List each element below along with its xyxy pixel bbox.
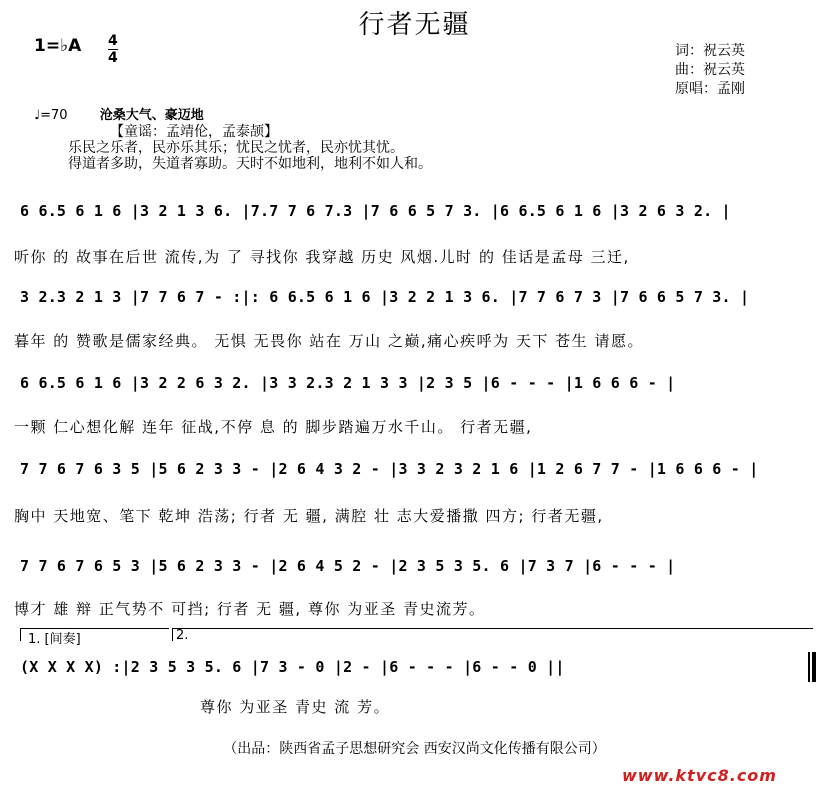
tempo-marking [34,104,204,123]
notation-line-3: 6 6.5 6 1 6 |3 2 2 6 3 2. |3 3 2.3 2 1 3 3 |2 3 5 |6 - - - |1 6 6 6 - | [20,374,676,392]
lyric-line-4: 胸中 天地宽、笔下 乾坤 浩荡; 行者 无 疆, 满腔 壮 志大爱播撒 四方; 行者无疆, [14,507,604,525]
lyric-line-5: 博才 雄 辩 正气势不 可挡; 行者 无 疆, 尊你 为亚圣 青史流芳。 [14,600,486,618]
lyric-line-1: 听你 的 故事在后世 流传,为 了 寻找你 我穿越 历史 风烟.儿时 的 佳话是孟母 三迁, [14,248,630,266]
first-ending-bracket [20,628,169,641]
tempo-value: ♩=70 [34,108,68,123]
second-ending-bracket [172,628,813,641]
interlude-label: [间奏] [44,632,81,647]
meter-bottom: 4 [108,50,118,66]
prologue-line: 乐民之乐者，民亦乐其乐；忧民之忧者，民亦忧其忧。 [68,140,404,156]
second-ending-label: 2. [176,628,189,643]
notation-line-2: 3 2.3 2 1 3 |7 7 6 7 - :|: 6 6.5 6 1 6 |3 2 2 1 3 6. |7 7 6 7 3 |7 6 6 5 7 3. | [20,288,750,306]
lyric-line-2: 暮年 的 赞歌是儒家经典。 无惧 无畏你 站在 万山 之巅,痛心疾呼为 天下 苍生 请愿。 [14,332,644,350]
first-ending-number: 1. [28,632,41,647]
credits-block [675,42,745,99]
key-signature: 1=♭A [34,36,82,56]
expression-mark: 沧桑大气、豪迈地 [99,108,204,123]
lyric-line-3: 一颗 仁心想化解 连年 征战,不停 息 的 脚步踏遍万水千山。 行者无疆, [14,418,533,436]
meter-top: 4 [108,33,118,49]
prologue-heading: 【童谣：孟靖伦，孟泰颉】 [110,124,278,140]
final-barline-thick [812,652,816,682]
singer-credit: 原唱：孟刚 [675,81,745,97]
song-title: 行者无疆 [358,10,471,40]
notation-line-4: 7 7 6 7 6 3 5 |5 6 2 3 3 - |2 6 4 3 2 - |3 3 2 3 2 1 6 |1 2 6 7 7 - |1 6 6 6 - | [20,460,759,478]
time-signature [108,33,118,66]
notation-line-5: 7 7 6 7 6 5 3 |5 6 2 3 3 - |2 6 4 5 2 - |2 3 5 3 5. 6 |7 3 7 |6 - - - | [20,557,676,575]
prologue-line: 得道者多助，失道者寡助。天时不如地利，地利不如人和。 [68,156,432,172]
watermark: www.ktvc8.com [622,766,777,785]
final-barline-thin [808,652,810,682]
lyric-line-6: 尊你 为亚圣 青史 流 芳。 [200,698,391,716]
notation-line-1: 6 6.5 6 1 6 |3 2 1 3 6. |7.7 7 6 7.3 |7 6 6 5 7 3. |6 6.5 6 1 6 |3 2 6 3 2. | [20,202,731,220]
lyricist-credit: 词：祝云英 [675,43,745,59]
composer-credit: 曲：祝云英 [675,62,745,78]
footer-credit: （出品：陕西省孟子思想研究会 西安汉尚文化传播有限公司） [223,741,606,757]
prologue-block [68,124,432,172]
notation-line-6: (X X X X) :|2 3 5 3 5. 6 |7 3 - 0 |2 - |6 - - - |6 - - 0 || [20,658,565,676]
